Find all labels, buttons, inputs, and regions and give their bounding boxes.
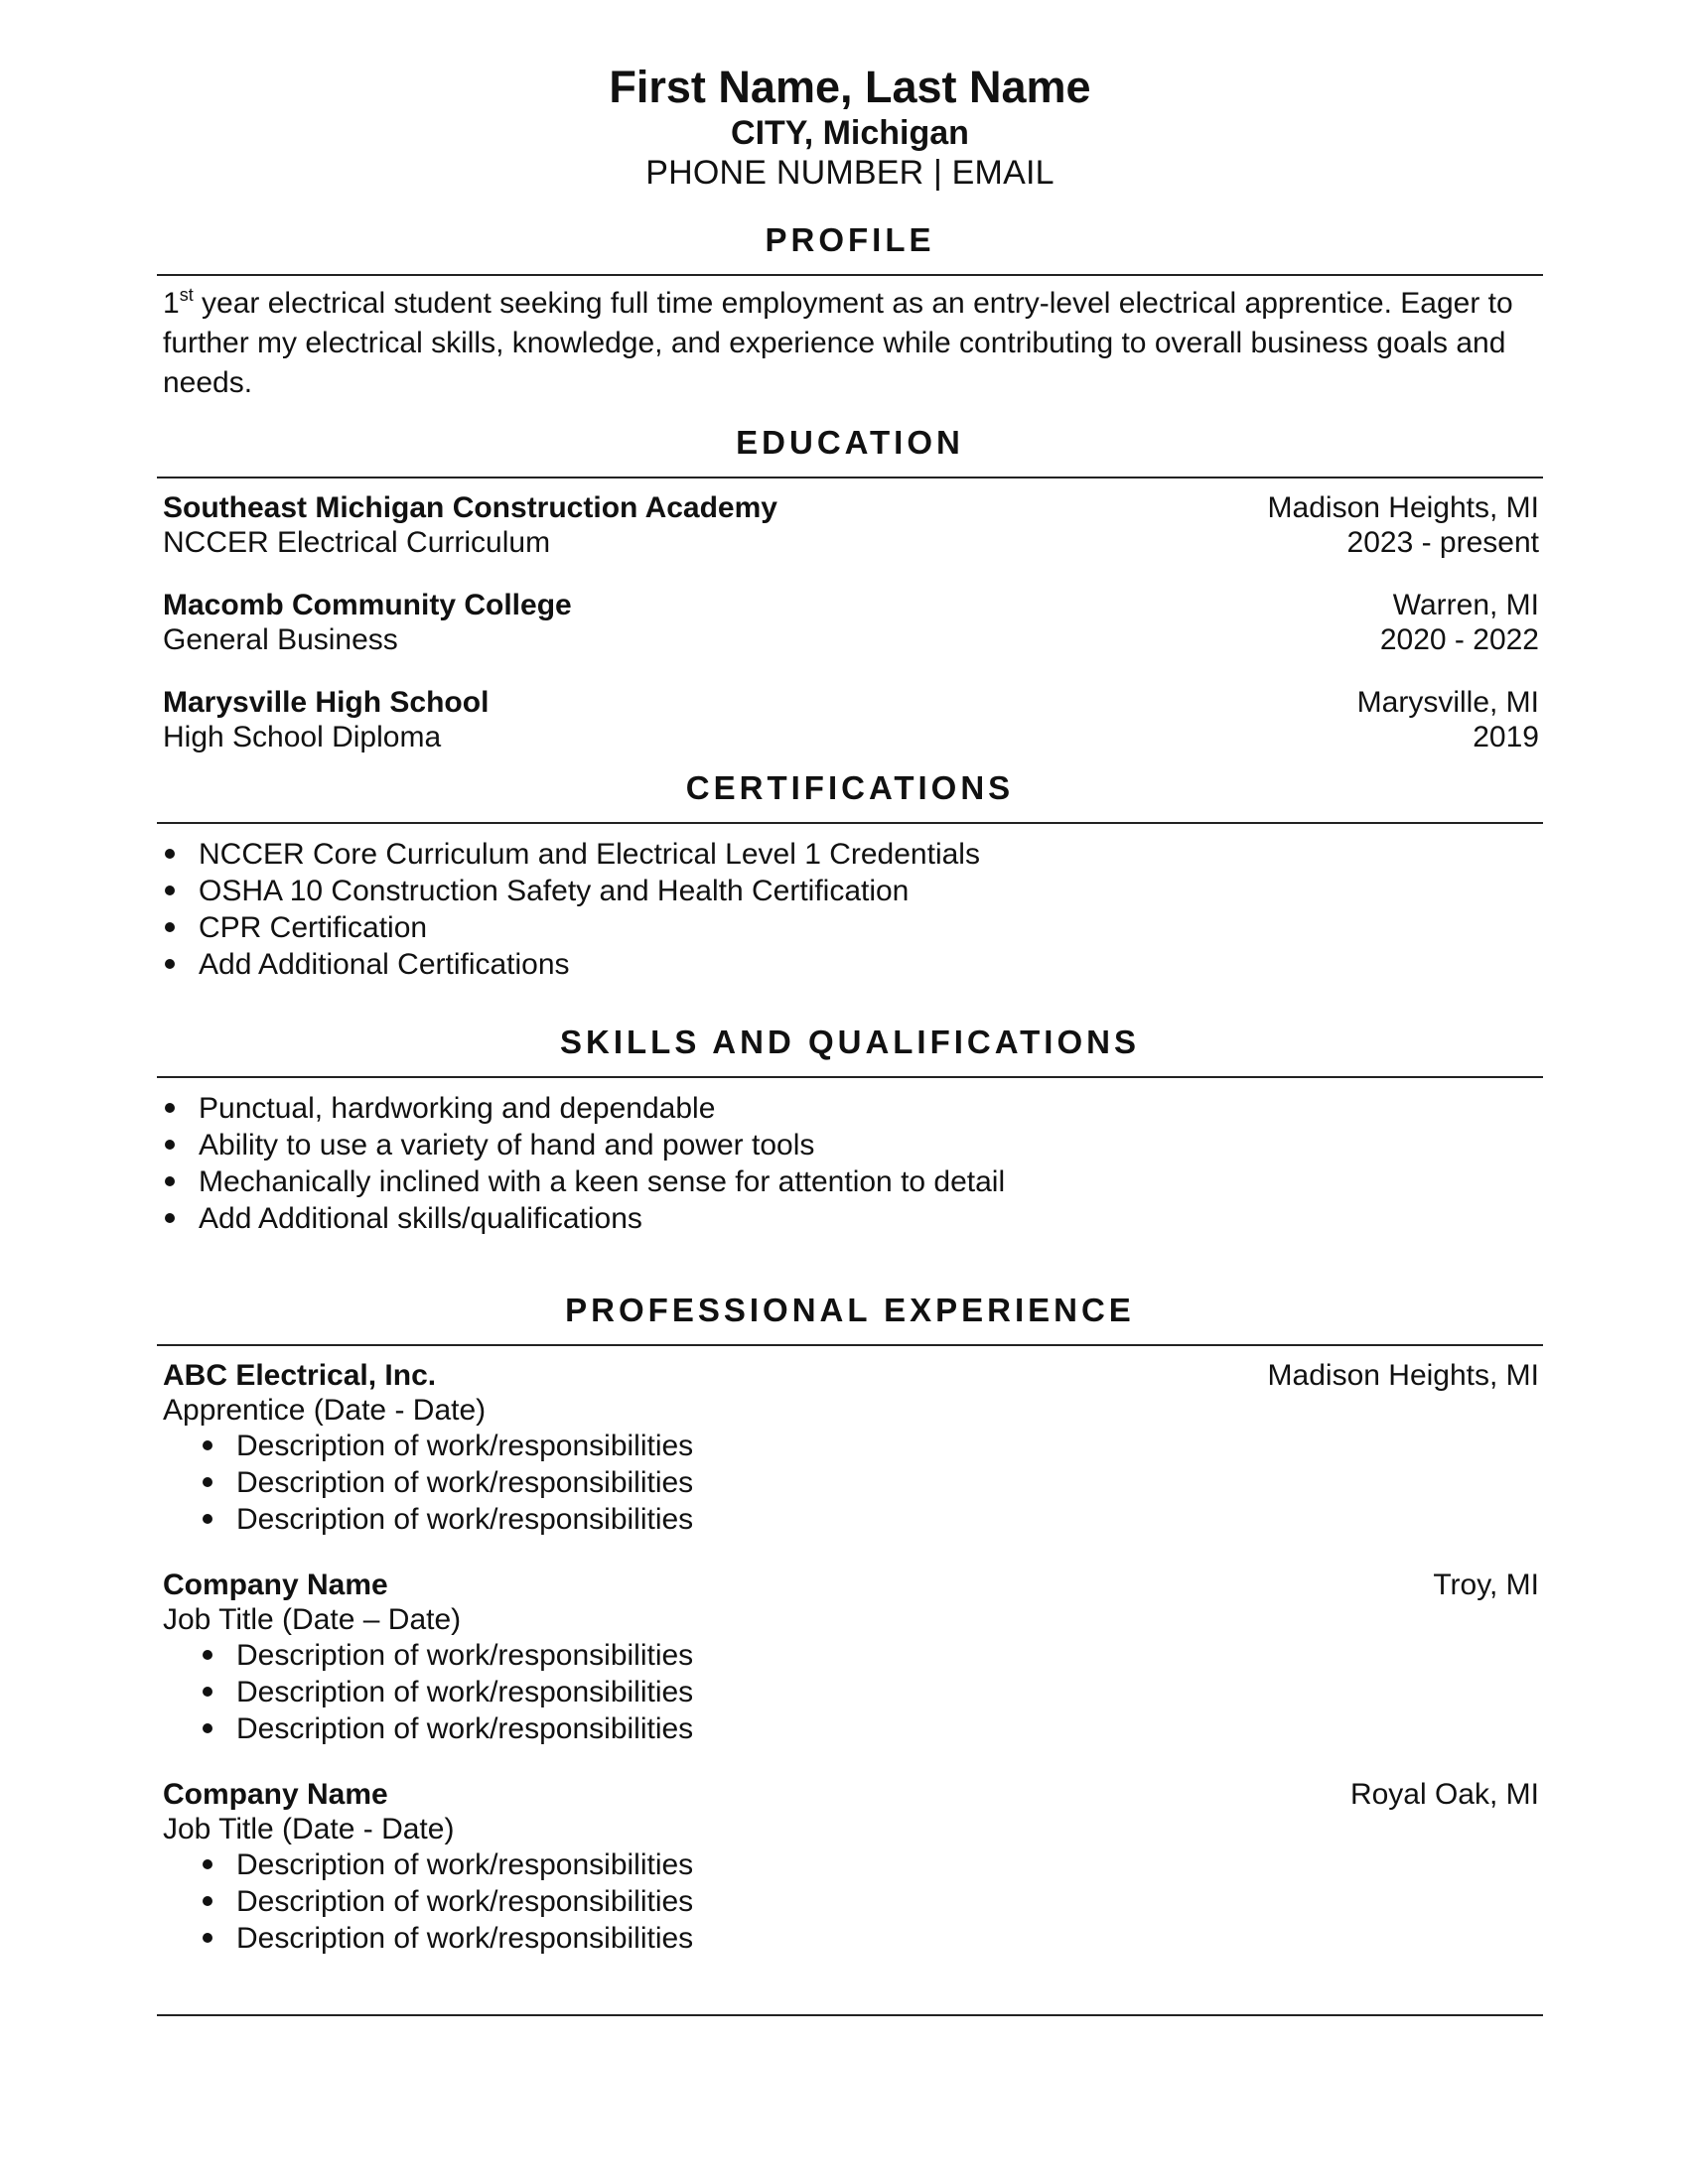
resume-page: [157, 0, 1543, 2184]
education-dates: 2023 - present: [1346, 526, 1539, 559]
list-item: [157, 1710, 1543, 1747]
list-item: [157, 836, 1543, 873]
list-item: [157, 1920, 1543, 1957]
bullet-icon: [165, 1140, 175, 1150]
duty-text: Description of work/responsibilities: [236, 1466, 694, 1499]
duties-list: [157, 1846, 1543, 1957]
education-dates: 2019: [1473, 721, 1539, 753]
list-item: [157, 1674, 1543, 1710]
bullet-icon: [165, 959, 175, 969]
company-location: Troy, MI: [1433, 1569, 1539, 1601]
bullet-icon: [203, 1687, 212, 1697]
job-header-row: [157, 1358, 1543, 1393]
job-role-row: [157, 1602, 1543, 1637]
certifications-heading: CERTIFICATIONS: [685, 769, 1015, 806]
education-entry: [157, 490, 1543, 560]
skill-text: Add Additional skills/qualifications: [199, 1202, 642, 1235]
list-item: [157, 1428, 1543, 1464]
list-item: [157, 1464, 1543, 1501]
certification-text: NCCER Core Curriculum and Electrical Level 1 Credentials: [199, 838, 980, 871]
list-item: [157, 1637, 1543, 1674]
list-item: [157, 909, 1543, 946]
duty-text: Description of work/responsibilities: [236, 1885, 694, 1918]
company-name: Company Name: [163, 1778, 388, 1811]
school-location: Marysville, MI: [1356, 686, 1539, 719]
skills-heading: SKILLS AND QUALIFICATIONS: [560, 1024, 1140, 1060]
footer-divider: [157, 2014, 1543, 2016]
list-item: [157, 1501, 1543, 1538]
company-name: Company Name: [163, 1569, 388, 1601]
program-name: General Business: [163, 623, 398, 656]
list-item: [157, 1200, 1543, 1237]
duty-text: Description of work/responsibilities: [236, 1712, 694, 1745]
list-item: [157, 1163, 1543, 1200]
bullet-icon: [165, 849, 175, 859]
list-item: [157, 1090, 1543, 1127]
bullet-icon: [203, 1514, 212, 1524]
job-title: Apprentice (Date - Date): [163, 1394, 487, 1427]
school-location: Madison Heights, MI: [1267, 491, 1539, 524]
job-header-row: [157, 1568, 1543, 1602]
duty-text: Description of work/responsibilities: [236, 1922, 694, 1955]
profile-body: year electrical student seeking full time employment as an entry-level electrical apprentice. Eager to further my electrical skills, knowledge, and experience while contributing to overall business goals and needs.: [163, 287, 1513, 399]
company-location: Royal Oak, MI: [1349, 1778, 1539, 1811]
duties-list: [157, 1637, 1543, 1747]
experience-heading: PROFESSIONAL EXPERIENCE: [565, 1292, 1135, 1328]
profile-text: [157, 284, 1543, 403]
education-row: [157, 588, 1543, 622]
job-entry: [157, 1777, 1543, 1957]
education-heading: EDUCATION: [736, 424, 964, 461]
duty-text: Description of work/responsibilities: [236, 1503, 694, 1536]
company-name: ABC Electrical, Inc.: [163, 1359, 437, 1392]
company-location: Madison Heights, MI: [1267, 1359, 1539, 1392]
bullet-icon: [165, 1213, 175, 1223]
bullet-icon: [203, 1859, 212, 1869]
duty-text: Description of work/responsibilities: [236, 1848, 694, 1881]
program-name: NCCER Electrical Curriculum: [163, 526, 551, 559]
certifications-list: [157, 836, 1543, 983]
skill-text: Mechanically inclined with a keen sense for attention to detail: [199, 1165, 1006, 1198]
school-name: Southeast Michigan Construction Academy: [163, 491, 777, 524]
bullet-icon: [203, 1933, 212, 1943]
school-location: Warren, MI: [1392, 589, 1539, 621]
certification-text: Add Additional Certifications: [199, 948, 570, 981]
job-entry: [157, 1358, 1543, 1538]
education-row: [157, 525, 1543, 560]
job-entry: [157, 1568, 1543, 1747]
profile-ordinal: 1: [163, 287, 180, 320]
education-entry: [157, 685, 1543, 754]
skill-text: Ability to use a variety of hand and power tools: [199, 1129, 815, 1161]
profile-heading: PROFILE: [765, 221, 935, 258]
school-name: Marysville High School: [163, 686, 490, 719]
candidate-name: First Name, Last Name: [609, 62, 1091, 112]
bullet-icon: [203, 1440, 212, 1450]
bullet-icon: [203, 1650, 212, 1660]
list-item: [157, 1127, 1543, 1163]
bullet-icon: [203, 1723, 212, 1733]
education-row: [157, 622, 1543, 657]
job-header-row: [157, 1777, 1543, 1812]
list-item: [157, 1883, 1543, 1920]
school-name: Macomb Community College: [163, 589, 572, 621]
bullet-icon: [165, 1176, 175, 1186]
bullet-icon: [203, 1477, 212, 1487]
job-title: Job Title (Date - Date): [163, 1813, 455, 1845]
candidate-location: CITY, Michigan: [731, 114, 969, 152]
skills-list: [157, 1090, 1543, 1237]
duty-text: Description of work/responsibilities: [236, 1639, 694, 1672]
bullet-icon: [203, 1896, 212, 1906]
duty-text: Description of work/responsibilities: [236, 1430, 694, 1462]
program-name: High School Diploma: [163, 721, 442, 753]
list-item: [157, 873, 1543, 909]
profile-ordinal-suffix: st: [179, 285, 194, 305]
duties-list: [157, 1428, 1543, 1538]
education-row: [157, 490, 1543, 525]
certification-text: OSHA 10 Construction Safety and Health Certification: [199, 875, 910, 907]
resume-header: [157, 0, 1543, 193]
education-dates: 2020 - 2022: [1379, 623, 1539, 656]
duty-text: Description of work/responsibilities: [236, 1676, 694, 1708]
list-item: [157, 946, 1543, 983]
list-item: [157, 1846, 1543, 1883]
bullet-icon: [165, 922, 175, 932]
bullet-icon: [165, 886, 175, 895]
job-role-row: [157, 1393, 1543, 1428]
education-entry: [157, 588, 1543, 657]
candidate-contact: PHONE NUMBER | EMAIL: [645, 154, 1055, 192]
job-role-row: [157, 1812, 1543, 1846]
certification-text: CPR Certification: [199, 911, 428, 944]
education-row: [157, 720, 1543, 754]
skill-text: Punctual, hardworking and dependable: [199, 1092, 716, 1125]
education-row: [157, 685, 1543, 720]
job-title: Job Title (Date – Date): [163, 1603, 462, 1636]
bullet-icon: [165, 1103, 175, 1113]
